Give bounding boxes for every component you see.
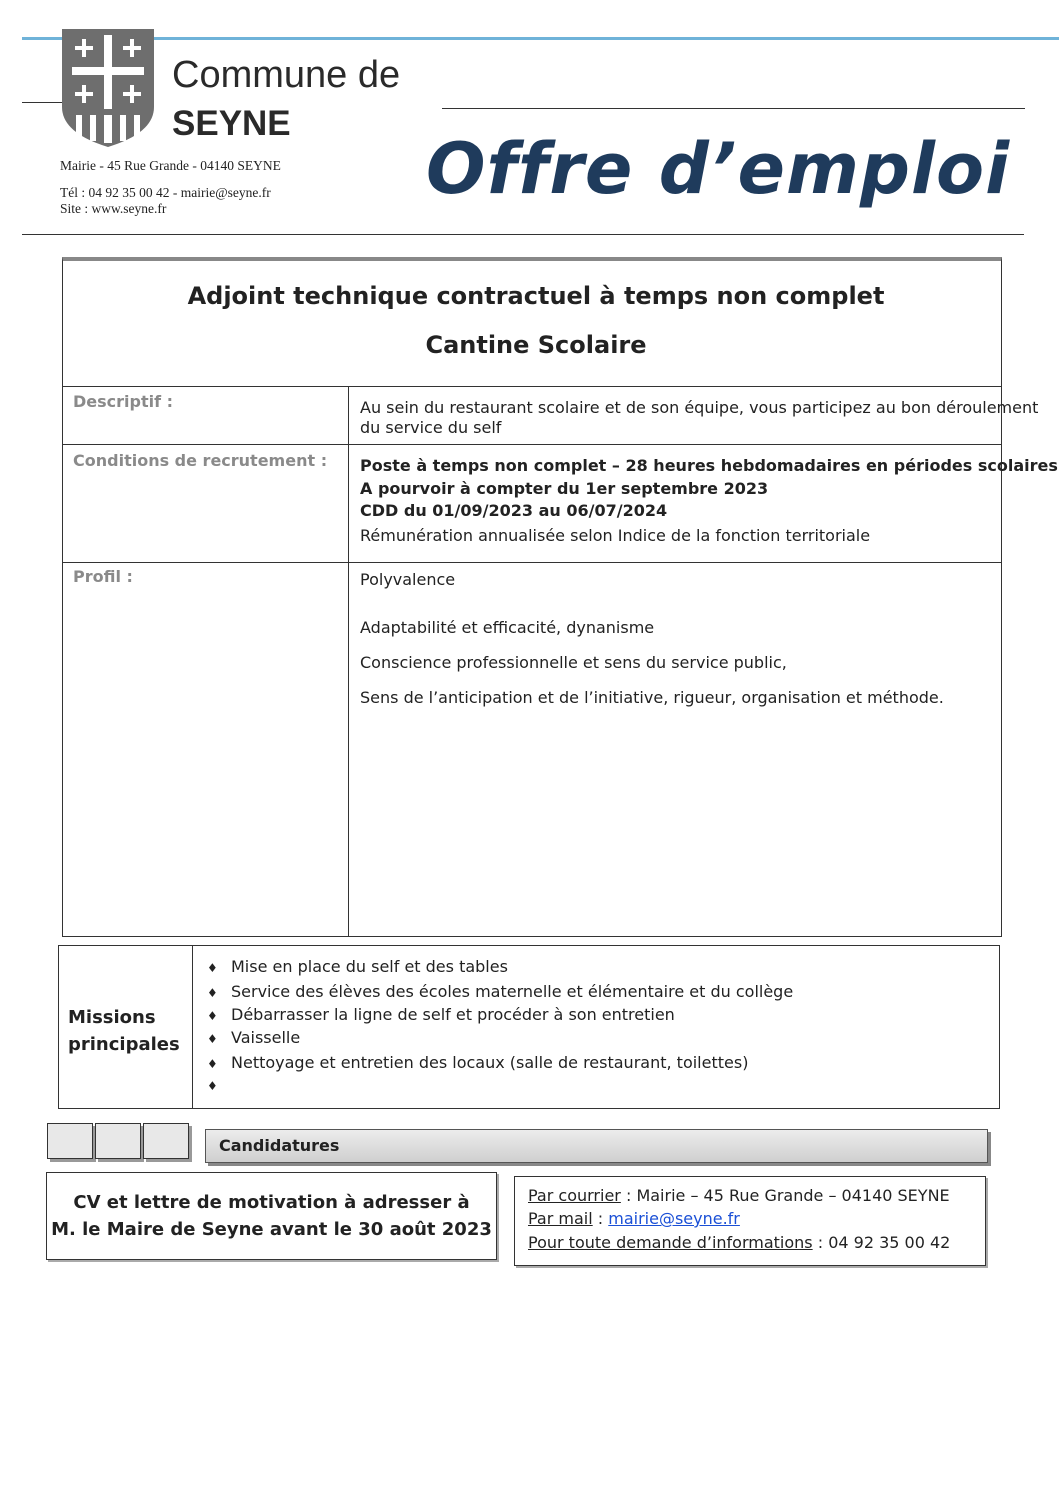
row-divider: [62, 444, 1002, 445]
descriptif-line: Au sein du restaurant scolaire et de son équipe, vous participez au bon déroulement: [360, 398, 1039, 417]
cv-line: M. le Maire de Seyne avant le 30 août 2023: [51, 1219, 492, 1240]
cv-box: [46, 1172, 497, 1260]
column-divider: [192, 945, 193, 1109]
header-bottom-rule: [22, 234, 1024, 235]
row-divider: [62, 386, 1002, 387]
mission-item: [207, 1005, 675, 1024]
mail-label: Par mail: [528, 1209, 593, 1228]
mission-text: Mise en place du self et des tables: [231, 957, 508, 976]
contact-info: [528, 1233, 950, 1252]
mission-text: Nettoyage et entretien des locaux (salle de restaurant, toilettes): [231, 1053, 749, 1072]
conditions-line: Poste à temps non complet – 28 heures hebdomadaires en périodes scolaires: [360, 456, 1058, 475]
header-left-rule: [22, 102, 62, 103]
profil-item: Sens de l’anticipation et de l’initiative, rigueur, organisation et méthode.: [360, 688, 944, 707]
conditions-line: Rémunération annualisée selon Indice de la fonction territoriale: [360, 526, 871, 545]
courrier-label: Par courrier: [528, 1186, 621, 1205]
info-label: Pour toute demande d’informations: [528, 1233, 813, 1252]
diamond-bullet-icon: ♦: [207, 986, 218, 1000]
seyne-coat-of-arms-icon: [62, 29, 154, 147]
mission-text: Débarrasser la ligne de self et procéder à son entretien: [231, 1005, 675, 1024]
diamond-bullet-icon: ♦: [207, 1079, 218, 1093]
missions-table: [58, 945, 1000, 1109]
profil-item: Polyvalence: [360, 570, 456, 589]
candidatures-label: Candidatures: [219, 1136, 340, 1155]
header-right-rule: [442, 108, 1025, 109]
seyne-text: SEYNE: [172, 104, 291, 143]
mission-item: [207, 1053, 748, 1072]
missions-label-line: principales: [68, 1034, 180, 1055]
diamond-bullet-icon: ♦: [207, 1009, 218, 1023]
descriptif-label: Descriptif :: [73, 392, 174, 411]
diamond-bullet-icon: ♦: [207, 1057, 218, 1071]
diamond-bullet-icon: ♦: [207, 1032, 218, 1046]
conditions-line: CDD du 01/09/2023 au 06/07/2024: [360, 501, 668, 520]
missions-label-line: Missions: [68, 1007, 156, 1028]
mission-item: [207, 982, 793, 1001]
job-details-table: [62, 257, 1002, 937]
mairie-site: Site : www.seyne.fr: [60, 201, 167, 216]
decorative-square: [47, 1123, 93, 1159]
column-divider: [348, 386, 349, 937]
diamond-bullet-icon: ♦: [207, 961, 218, 975]
mission-item: [207, 957, 508, 976]
mail-link[interactable]: mairie@seyne.fr: [608, 1209, 740, 1228]
missions-label: [68, 1004, 180, 1058]
row-divider: [62, 562, 1002, 563]
job-title: Adjoint technique contractuel à temps non complet: [187, 282, 885, 310]
mission-item: [207, 1075, 231, 1094]
top-blue-rule: [22, 37, 1059, 40]
profil-item: Conscience professionnelle et sens du service public,: [360, 653, 787, 672]
contact-mail: [528, 1209, 740, 1228]
info-value: : 04 92 35 00 42: [812, 1233, 951, 1252]
cv-line: CV et lettre de motivation à adresser à: [73, 1192, 470, 1213]
courrier-value: : Mairie – 45 Rue Grande – 04140 SEYNE: [620, 1186, 950, 1205]
job-subtitle: Cantine Scolaire: [425, 331, 647, 359]
commune-de-text: Commune de: [172, 54, 401, 96]
conditions-line: A pourvoir à compter du 1er septembre 2023: [360, 479, 769, 498]
profil-item: Adaptabilité et efficacité, dynanisme: [360, 618, 655, 637]
mission-text: Vaisselle: [231, 1028, 301, 1047]
mail-separator: :: [592, 1209, 609, 1228]
mission-text: Service des élèves des écoles maternelle et élémentaire et du collège: [231, 982, 794, 1001]
decorative-square: [95, 1123, 141, 1159]
contact-courrier: [528, 1186, 950, 1205]
offre-emploi-title: Offre d’emploi: [426, 128, 1011, 210]
conditions-label: Conditions de recrutement :: [73, 451, 328, 470]
decorative-square: [143, 1123, 189, 1159]
profil-label: Profil :: [73, 567, 133, 586]
mairie-address: Mairie - 45 Rue Grande - 04140 SEYNE: [60, 158, 281, 173]
mairie-phone-mail: Tél : 04 92 35 00 42 - mairie@seyne.fr: [60, 185, 271, 200]
mission-item: [207, 1028, 300, 1047]
descriptif-line: du service du self: [360, 418, 502, 437]
